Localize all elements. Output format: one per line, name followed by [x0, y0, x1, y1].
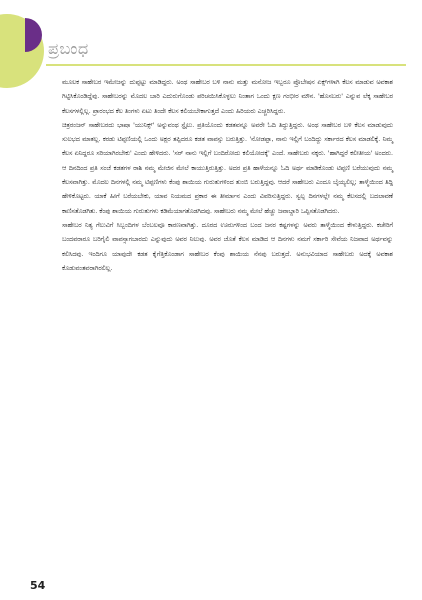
paragraph: ಸಾಹೇಬರ ನಿತ್ಯ ಗೆಲುವಿಗೆ ಸಿಬ್ಬಂದಿಗಳ ಬೆಂಬಲವೂ ಕಾರಣವಾಗಿತ್ತು. ದೂರದ ಊರುಗಳಿಂದ ಬಂದ ಜನರ ಕಷ್ಟಗಳನ್ನು ಅವರು ತಾಳ್ಮೆಯಿಂದ ಕೇಳುತ್ತಿದ್ದರು. ಕಚೇರಿಗೆ ಬಂದವರಾರೂ ಬರಿಗೈಲಿ ವಾಪಸ್ಸಾಗಬಾರದು ಎನ್ನುವುದು ಅವರ ನಿಲುವು. ಅವರ ಜೊತೆ ಕೆಲಸ ಮಾಡಿದ ಆ ದಿನಗಳು ನಮಗೆ ಸರ್ಕಾರಿ ಸೇವೆಯ ನಿಜವಾದ ಅರ್ಥವನ್ನು ಕಲಿಸಿದವು. ಇಂದಿಗೂ ಯಾವುದೇ ಕಡತ ಕೈಗೆತ್ತಿಕೊಂಡಾಗ ಸಾಹೇಬರ ಕೆಂಪು ಶಾಯಿಯ ನೆನಪು ಬರುತ್ತದೆ. ಅನುಭವಿಯಾದ ಸಾಹೇಬರು ಅದಕ್ಕೆ ಅವಕಾಶ ಕೊಡುವಂತವರಾಗಿರಲಿಲ್ಲ. [62, 221, 393, 272]
page-number: 54 [30, 579, 46, 592]
article-body [62, 76, 393, 276]
header-divider [46, 64, 406, 66]
section-title: ಪ್ರಬಂಧ [48, 39, 89, 58]
paragraph: ಚಿತ್ರರಂಜನ್ ಸಾಹೇಬರದು ಭಾಷಾ 'ಯುನಿಕ್ಸ್' ಅನ್ನುವಂಥ ಸ್ಟೈಲು. ಪ್ರತಿಯೊಂದು ಕಡತವನ್ನೂ ಅವರೇ ಓದಿ ತಿದ್ದುತ್ತಿದ್ದರು. ಅಂಥ ಸಾಹೇಬರ ಬಳಿ ಕೆಲಸ ಮಾಡುವುದು ಸುಲಭದ ಮಾತಲ್ಲ. ಕರಡು ಟಿಪ್ಪಣಿಯಲ್ಲಿ ಒಂದು ಅಕ್ಷರ ತಪ್ಪಿದರೂ ಕಡತ ವಾಪಸ್ಸು ಬರುತ್ತಿತ್ತು. 'ನೋಡಪ್ಪಾ, ನಾನು ಇಲ್ಲಿಗೆ ಬಂದಿದ್ದು ಸರ್ಕಾರದ ಕೆಲಸ ಮಾಡಲಿಕ್ಕೆ. ನಿಮ್ಮ ಕೆಲಸ ಏನಿದ್ದರೂ ಸರಿಯಾಗಿರಬೇಕು' ಎಂದು ಹೇಳಿದರು. 'ಸರ್ ನಾನು ಇಲ್ಲಿಗೆ ಬಂದಿರೋದು ಕಲಿಯೋದಕ್ಕೆ' ಎಂದೆ. ಸಾಹೇಬರು ನಕ್ಕರು. 'ಹಾಗಿದ್ದರೆ ಕಲೀತೀಯ' ಅಂದರು. ಆ ದಿನದಿಂದ ಪ್ರತಿ ಸಂಜೆ ಕಡತಗಳ ರಾಶಿ ನಮ್ಮ ಮೇಜಿನ ಮೇಲೆ ಕಾಯುತ್ತಿರುತ್ತಿತ್ತು. ಅದರ ಪ್ರತಿ ಹಾಳೆಯನ್ನೂ ಓದಿ ಅರ್ಥ ಮಾಡಿಕೊಂಡು ಟಿಪ್ಪಣಿ ಬರೆಯುವುದು ನಮ್ಮ ಕೆಲಸವಾಗಿತ್ತು. ಮೊದಲ ದಿನಗಳಲ್ಲಿ ನಮ್ಮ ಟಿಪ್ಪಣಿಗಳು ಕೆಂಪು ಶಾಯಿಯ ಗುರುತುಗಳಿಂದ ತುಂಬಿ ಬರುತ್ತಿದ್ದವು. ಆದರೆ ಸಾಹೇಬರು ಎಂದೂ ಬೈಯ್ಯಲಿಲ್ಲ; ತಾಳ್ಮೆಯಿಂದ ತಿದ್ದಿ ಹೇಳಿಕೊಟ್ಟರು. ಯಾಕೆ ಹೀಗೆ ಬರೆಯಬೇಕು, ಯಾವ ನಿಯಮದ ಪ್ರಕಾರ ಈ ತೀರ್ಮಾನ ಎಂದು ವಿವರಿಸುತ್ತಿದ್ದರು. ಸ್ವಲ್ಪ ದಿನಗಳಲ್ಲೇ ನಮ್ಮ ಕೆಲಸದಲ್ಲಿ ಬದಲಾವಣೆ ಕಾಣಿಸತೊಡಗಿತು. ಕೆಂಪು ಶಾಯಿಯ ಗುರುತುಗಳು ಕಡಿಮೆಯಾಗತೊಡಗಿದವು. ಸಾಹೇಬರು ನಮ್ಮ ಮೇಲೆ ಹೆಚ್ಚು ಜವಾಬ್ದಾರಿ ಒಪ್ಪಿಸತೊಡಗಿದರು. [62, 121, 393, 215]
paragraph: ಮೂಲಕ ಸಾಹೇಬರ ಇಮೇಜನ್ನು ದುಪ್ಪಟ್ಟು ಮಾಡಿದ್ದರು. ಅಂಥ ಸಾಹೇಬರ ಬಳಿ ನಾನು ಮತ್ತು ಮನೋಜ ಇಬ್ಬರೂ ಪ್ರೊಬೇಷನ ಏಕ್ಸ್‌ಗಳಾಗಿ ಕೆಲಸ ಮಾಡುವ ಅವಕಾಶ ಗಿಟ್ಟಿಸಿಕೊಂಡಿದ್ದೆವು. ಸಾಹೇಬರನ್ನು ಮೊದಲ ಬಾರಿ ಎದುರುಗೊಂಡು ಪರಿಚಯಿಸಿಕೊಳ್ಳಲು ನಿಂತಾಗ ಒಂದು ಕ್ಷಣ ಗಂಭೀರ ಮೌನ. 'ಹೊಸಬರು' ಎನ್ನುವ ಲೆಕ್ಕ ಸಾಹೇಬರ ಕೆಲಸಗಳಲ್ಲಿಲ್ಲ. ಪ್ರಾರಂಭದ ಕೆಲ ತಿಂಗಳು ಏಟು ತಿಂದೇ ಕೆಲಸ ಕಲಿಯಬೇಕಾಗುತ್ತದೆ ಎಂದು ಹಿರಿಯರು ಎಚ್ಚರಿಸಿದ್ದರು. [62, 79, 393, 115]
